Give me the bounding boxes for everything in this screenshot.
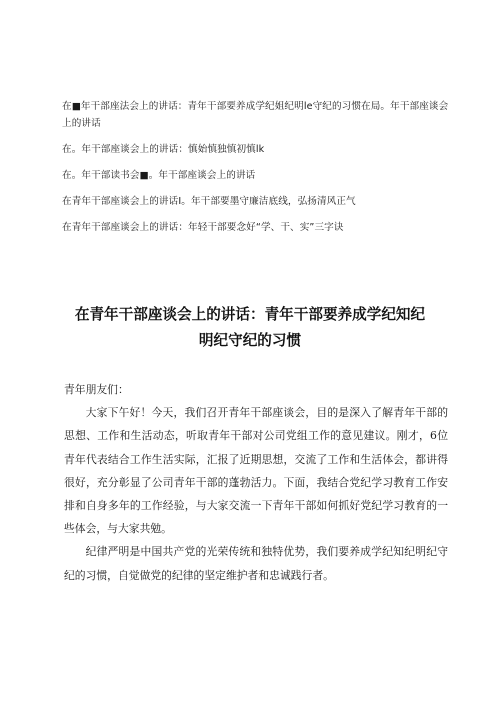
toc-item: 在。年干部读书会■。年干部座谈会上的讲话 (62, 170, 256, 181)
toc-item: 在。年干部座谈会上的讲话：慎始慎独慎初慎lk (62, 144, 265, 155)
title-line-1: 在青年干部座谈会上的讲话：青年干部要养成学纪知纪 (74, 305, 426, 323)
title-line-2: 明纪守纪的习惯 (198, 331, 302, 349)
salutation: 青年朋友们： (64, 383, 129, 396)
body-paragraph: 大家下午好！今天，我们召开青年干部座谈会，目的是深入了解青年干部的思想、工作和生活动态，听取青年干部对公司党组工作的意见建议。刚才，6位青年代表结合工作生活实际，汇报了近期思想，交流了工作和生活体会，都讲得很好，充分彰显了公司青年干部的蓬勃活力。下面，我结合党纪学习教育工作安排和自身多年的工作经验，与大家交流一下青年干部如何抓好党纪学习教育的一些体会，与大家共勉。 (64, 406, 448, 536)
body-paragraph: 纪律严明是中国共产党的光荣传统和独特优势，我们要养成学纪知纪明纪守纪的习惯，自觉做党的纪律的坚定维护者和忠诚践行者。 (64, 545, 448, 582)
speech-body (64, 378, 448, 587)
document-title (40, 302, 460, 354)
toc-item: 在青年干部座谈会上的讲话I。年干部要墨守廉洁底线，弘扬清风正气 (62, 196, 356, 207)
toc-item: 在青年干部座谈会上的讲话：年轻干部要念好“学、干、实”三字诀 (62, 222, 344, 233)
table-of-contents (62, 98, 454, 245)
toc-item: 在■年干部座法会上的讲话：青年干部要养成学纪姐纪明le守纪的习惯在局。年干部座谈会上的讲话 (62, 101, 449, 129)
